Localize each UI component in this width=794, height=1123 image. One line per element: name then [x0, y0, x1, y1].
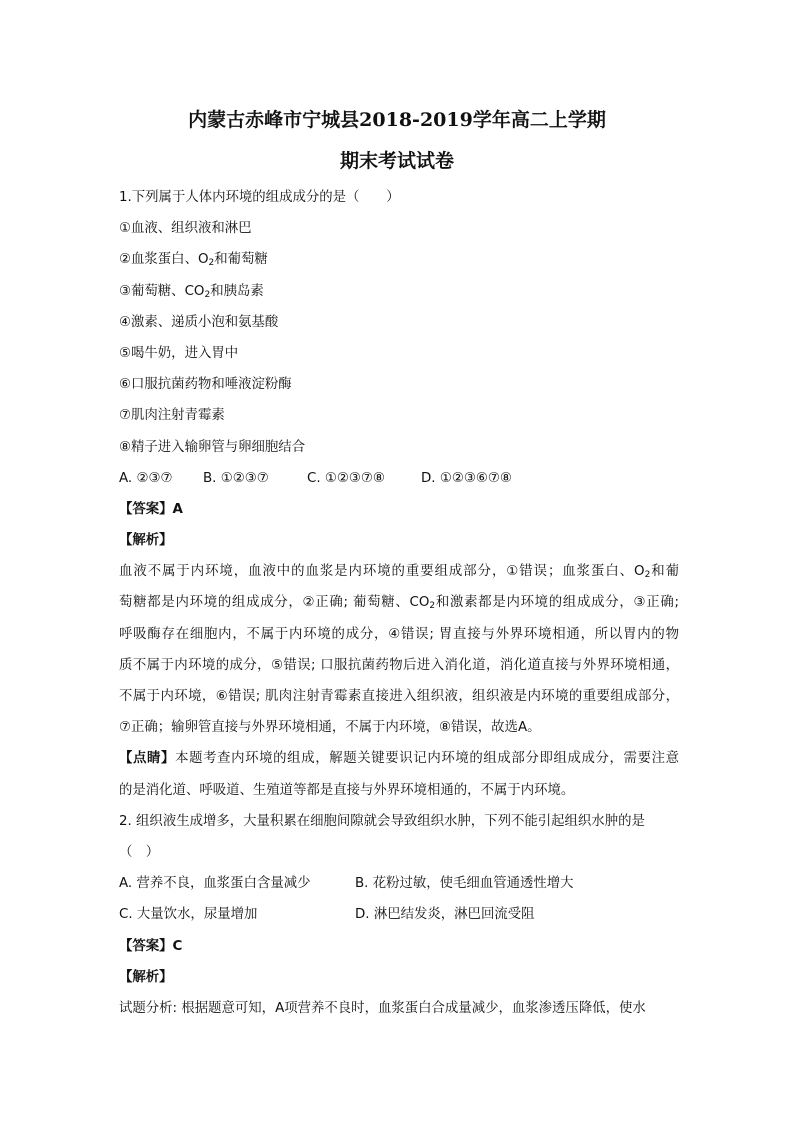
key-point-text: 本题考查内环境的组成，解题关键要识记内环境的组成部分即组成成分，需要注意: [175, 751, 679, 767]
question-1-item-6: ⑥口服抗菌药物和唾液淀粉酶: [119, 377, 292, 393]
question-1-analysis-label: 【解析】: [119, 533, 173, 549]
question-1-item-1: ①血液、组织液和淋巴: [119, 221, 252, 237]
question-1-item-4: ④激素、递质小泡和氨基酸: [119, 314, 279, 330]
subscript: 2: [429, 601, 436, 612]
question-1-item-2: [119, 244, 679, 275]
question-1-analysis: [119, 556, 679, 743]
option-d: D. 淋巴结发炎，淋巴回流受阻: [355, 907, 535, 923]
question-1-item-8: ⑧精子进入输卵管与卵细胞结合: [119, 439, 306, 455]
analysis-line: 不属于内环境，⑥错误; 肌肉注射青霉素直接进入组织液，组织液是内环境的重要组成部分，: [119, 689, 679, 704]
analysis-text-tail: 和激素都是内环境的组成成分，③正确;: [435, 595, 680, 611]
exam-title-line-1: 内蒙古赤峰市宁城县2018-2019学年高二上学期: [188, 109, 606, 131]
analysis-text-tail: 和葡: [650, 564, 680, 580]
question-1-options: [119, 463, 679, 494]
question-1-item-5: ⑤喝牛奶，进入胃中: [119, 345, 239, 361]
item-text-tail: 和葡萄糖: [214, 252, 268, 268]
question-1-stem: 1.下列属于人体内环境的组成成分的是（ ）: [119, 190, 400, 205]
analysis-text: 萄糖都是内环境的组成成分，②正确; 葡萄糖、CO: [119, 595, 430, 611]
analysis-line: ⑦正确；输卵管直接与外界环境相通，不属于内环境，⑧错误，故选A。: [119, 720, 541, 736]
question-1-item-7: ⑦肌肉注射青霉素: [119, 408, 225, 424]
key-point-line: [119, 743, 679, 774]
option-c: C. 大量饮水，尿量增加: [119, 907, 258, 923]
exam-content: [119, 182, 679, 1024]
option-c: C. ①②③⑦⑧: [307, 470, 385, 486]
item-text-tail: 和胰岛素: [210, 283, 264, 299]
key-point-line: 的是消化道、呼吸道、生殖道等都是直接与外界环境相通的，不属于内环境。: [119, 782, 575, 798]
question-2-stem-line-2: （ ）: [119, 844, 160, 860]
item-text: ②血浆蛋白、O: [119, 252, 209, 268]
subscript: 2: [208, 258, 215, 269]
question-2-options-row-1: [119, 868, 679, 899]
question-2-options-row-2: [119, 899, 679, 930]
option-a: A. ②③⑦: [119, 470, 173, 486]
question-2-analysis-label: 【解析】: [119, 969, 173, 985]
analysis-line: [119, 587, 679, 618]
analysis-line: [119, 556, 679, 587]
analysis-line: 质不属于内环境的成分，⑤错误; 口服抗菌药物后进入消化道，消化道直接与外界环境相通，: [119, 657, 679, 673]
option-d: D. ①②③⑥⑦⑧: [421, 470, 512, 486]
question-1-item-3: [119, 276, 679, 307]
question-1-key-point: [119, 743, 679, 805]
exam-title-line-2: 期末考试试卷: [339, 150, 454, 172]
question-2-analysis-line: 试题分析: 根据题意可知，A项营养不良时，血浆蛋白合成量减少，血浆渗透压降低，使水: [119, 1000, 646, 1016]
item-text: ③葡萄糖、CO: [119, 283, 205, 299]
question-2-answer: 【答案】C: [119, 938, 183, 954]
option-b: B. 花粉过敏，使毛细血管通透性增大: [355, 876, 574, 892]
option-a: A. 营养不良，血浆蛋白含量减少: [119, 876, 311, 892]
question-1-answer: 【答案】A: [119, 501, 183, 517]
option-b: B. ①②③⑦: [203, 470, 269, 486]
subscript: 2: [644, 570, 651, 581]
key-point-label: 【点睛】: [119, 751, 176, 767]
question-2-stem-line-1: 2. 组织液生成增多，大量积累在细胞间隙就会导致组织水肿，下列不能引起组织水肿的是: [119, 813, 645, 829]
subscript: 2: [204, 289, 211, 300]
analysis-text: 血液不属于内环境，血液中的血浆是内环境的重要组成部分，①错误；血浆蛋白、O: [119, 564, 645, 580]
analysis-line: 呼吸酶存在细胞内，不属于内环境的成分，④错误; 胃直接与外界环境相通，所以胃内的物: [119, 626, 679, 642]
